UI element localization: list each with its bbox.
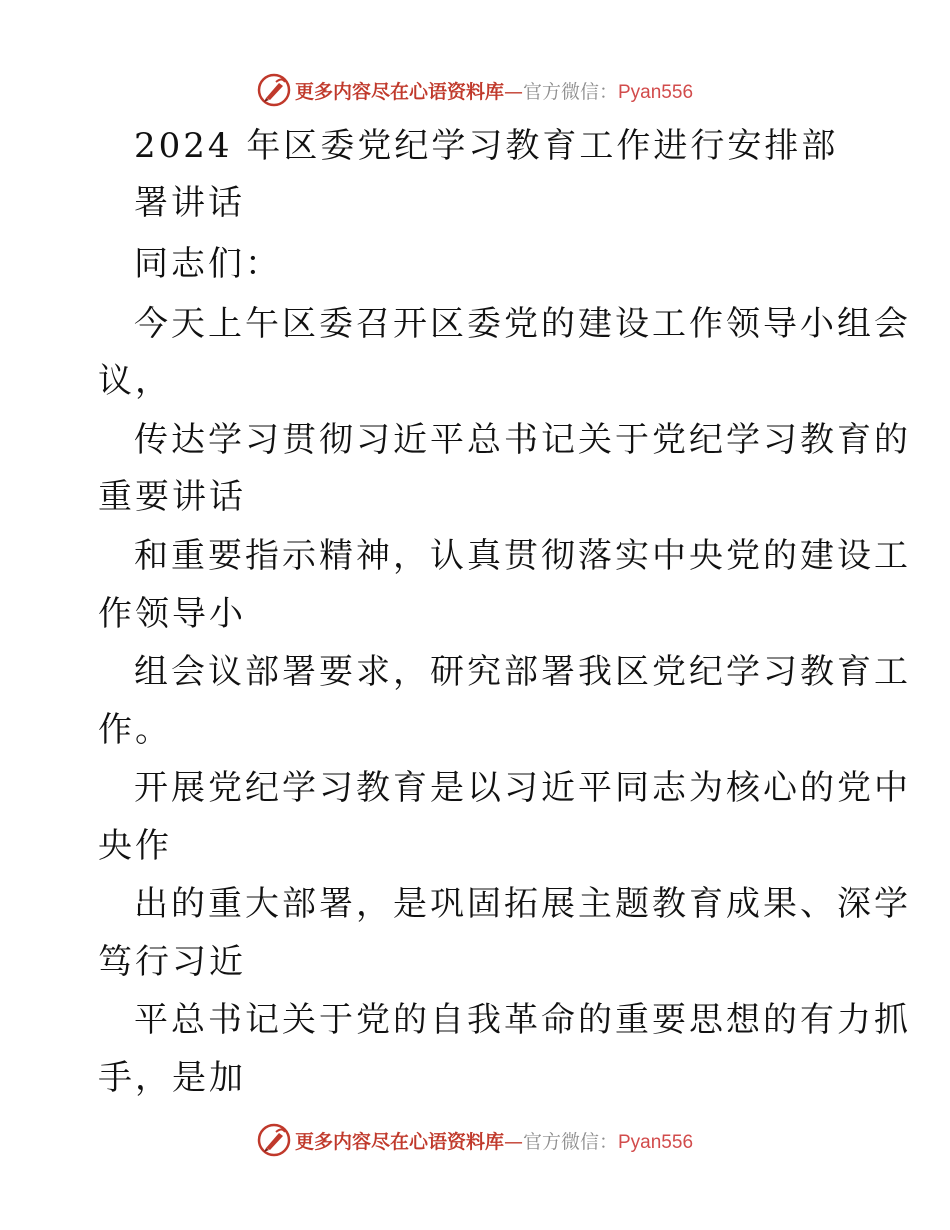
watermark-dash: — bbox=[503, 80, 523, 103]
doc-line: 重要讲话 bbox=[98, 477, 246, 517]
watermark-main-text: 更多内容尽在心语资料库 bbox=[294, 80, 504, 103]
watermark-wechat-label: 官方微信： bbox=[522, 80, 618, 103]
watermark-text bbox=[295, 1127, 693, 1154]
pen-logo-icon bbox=[257, 1123, 291, 1157]
doc-line: 出的重大部署，是巩固拓展主题教育成果、深学 bbox=[134, 884, 911, 924]
doc-line: 传达学习贯彻习近平总书记关于党纪学习教育的 bbox=[134, 420, 911, 460]
doc-line: 和重要指示精神，认真贯彻落实中央党的建设工 bbox=[134, 536, 911, 576]
doc-line: 手，是加 bbox=[98, 1058, 246, 1098]
watermark-wechat-label: 官方微信： bbox=[522, 1130, 618, 1153]
doc-line: 平总书记关于党的自我革命的重要思想的有力抓 bbox=[134, 1000, 911, 1040]
pen-logo-icon bbox=[257, 73, 291, 107]
watermark-main-text: 更多内容尽在心语资料库 bbox=[294, 1130, 504, 1153]
doc-line: 笃行习近 bbox=[98, 942, 246, 982]
watermark-wechat-id: Pyan556 bbox=[618, 81, 694, 103]
doc-line: 议， bbox=[98, 361, 172, 401]
watermark-text bbox=[295, 77, 693, 104]
doc-line: 央作 bbox=[98, 826, 172, 866]
doc-line: 作。 bbox=[98, 710, 172, 750]
doc-title-line-2: 署讲话 bbox=[134, 183, 245, 223]
watermark-wechat-id: Pyan556 bbox=[618, 1131, 694, 1153]
doc-line: 作领导小 bbox=[98, 594, 246, 634]
doc-salutation: 同志们： bbox=[134, 244, 282, 284]
footer-watermark bbox=[0, 1120, 950, 1160]
doc-line: 组会议部署要求，研究部署我区党纪学习教育工 bbox=[134, 652, 911, 692]
doc-line: 今天上午区委召开区委党的建设工作领导小组会 bbox=[134, 304, 911, 344]
header-watermark bbox=[0, 70, 950, 110]
doc-line: 开展党纪学习教育是以习近平同志为核心的党中 bbox=[134, 768, 911, 808]
doc-title-line-1: 2024 年区委党纪学习教育工作进行安排部 bbox=[134, 126, 839, 166]
watermark-dash: — bbox=[503, 1130, 523, 1153]
